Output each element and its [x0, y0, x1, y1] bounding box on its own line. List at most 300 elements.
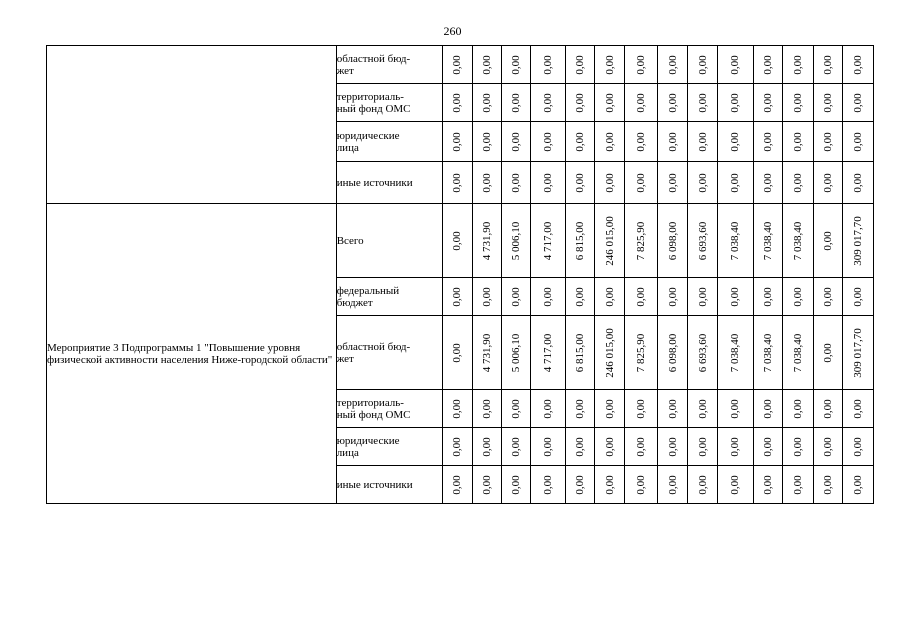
value-cell	[658, 278, 688, 316]
value-cell	[658, 204, 688, 278]
value-text: 0,00	[635, 172, 648, 193]
value-text: 4 717,00	[542, 333, 555, 372]
value-text: 0,00	[851, 474, 864, 495]
value-text: 0,00	[791, 436, 804, 457]
value-cell	[688, 84, 717, 122]
value-text: 7 825,90	[635, 333, 648, 372]
value-cell	[753, 204, 782, 278]
value-cell	[658, 162, 688, 204]
value-text: 0,00	[542, 172, 555, 193]
event-name-cell	[47, 46, 337, 204]
value-text: 6 098,00	[666, 333, 679, 372]
value-cell	[531, 84, 566, 122]
value-text: 0,00	[451, 54, 464, 75]
value-cell	[442, 466, 472, 504]
value-cell	[566, 204, 595, 278]
value-cell	[531, 316, 566, 390]
value-text: 0,00	[481, 172, 494, 193]
value-cell	[502, 316, 531, 390]
value-cell	[442, 122, 472, 162]
value-cell	[625, 316, 658, 390]
value-text: 0,00	[481, 92, 494, 113]
value-cell	[717, 162, 753, 204]
value-text: 7 825,90	[635, 221, 648, 260]
value-cell	[753, 428, 782, 466]
value-cell	[595, 390, 625, 428]
value-text: 7 038,40	[729, 221, 742, 260]
value-text: 4 717,00	[542, 221, 555, 260]
value-cell	[531, 122, 566, 162]
value-text: 0,00	[729, 474, 742, 495]
value-text: 0,00	[666, 436, 679, 457]
value-text: 0,00	[729, 131, 742, 152]
value-cell	[688, 278, 717, 316]
value-text: 0,00	[451, 474, 464, 495]
value-text: 7 038,40	[729, 333, 742, 372]
value-cell	[595, 204, 625, 278]
value-text: 0,00	[851, 436, 864, 457]
value-cell	[717, 390, 753, 428]
value-text: 0,00	[821, 436, 834, 457]
value-text: 0,00	[821, 54, 834, 75]
value-cell	[502, 46, 531, 84]
value-text: 0,00	[481, 131, 494, 152]
value-text: 0,00	[574, 131, 587, 152]
value-cell	[753, 278, 782, 316]
value-cell	[813, 46, 842, 84]
value-text: 0,00	[635, 54, 648, 75]
value-text: 0,00	[666, 474, 679, 495]
value-text: 0,00	[542, 131, 555, 152]
value-cell	[782, 316, 813, 390]
funding-source-cell	[336, 428, 442, 466]
page-number: 260	[443, 24, 462, 38]
value-text: 0,00	[821, 230, 834, 251]
value-text: 0,00	[821, 398, 834, 419]
value-text: 0,00	[635, 436, 648, 457]
value-text: 0,00	[851, 398, 864, 419]
value-text: 0,00	[729, 54, 742, 75]
value-text: 0,00	[451, 286, 464, 307]
value-text: 0,00	[729, 398, 742, 419]
value-cell	[566, 390, 595, 428]
value-cell	[813, 162, 842, 204]
value-text: 0,00	[574, 436, 587, 457]
value-cell	[531, 162, 566, 204]
value-cell	[717, 466, 753, 504]
value-cell	[842, 466, 873, 504]
value-text: 0,00	[696, 436, 709, 457]
value-cell	[688, 390, 717, 428]
value-cell	[625, 390, 658, 428]
value-text: 6 815,00	[574, 221, 587, 260]
value-cell	[842, 84, 873, 122]
value-text: 0,00	[451, 436, 464, 457]
value-text: 0,00	[603, 436, 616, 457]
value-text: 0,00	[451, 342, 464, 363]
value-text: 4 731,90	[481, 221, 494, 260]
value-cell	[688, 428, 717, 466]
value-text: 0,00	[696, 286, 709, 307]
value-cell	[625, 46, 658, 84]
value-text: 0,00	[821, 92, 834, 113]
value-cell	[566, 162, 595, 204]
value-text: 0,00	[635, 92, 648, 113]
value-cell	[782, 204, 813, 278]
value-text: 0,00	[481, 474, 494, 495]
value-text: 0,00	[696, 474, 709, 495]
value-text: 0,00	[851, 172, 864, 193]
funding-source-cell	[336, 466, 442, 504]
value-cell	[813, 84, 842, 122]
value-cell	[595, 278, 625, 316]
value-text: 0,00	[791, 131, 804, 152]
value-text: 0,00	[851, 54, 864, 75]
value-text: 5 006,10	[510, 333, 523, 372]
value-text: 0,00	[510, 131, 523, 152]
funding-source-cell	[336, 316, 442, 390]
funding-source-cell	[336, 122, 442, 162]
value-text: 0,00	[729, 436, 742, 457]
value-cell	[595, 466, 625, 504]
value-cell	[531, 278, 566, 316]
value-text: 0,00	[510, 398, 523, 419]
value-text: 5 006,10	[510, 221, 523, 260]
value-text: 0,00	[542, 398, 555, 419]
value-text: 309 017,70	[851, 215, 864, 266]
value-cell	[566, 278, 595, 316]
value-text: 0,00	[451, 172, 464, 193]
value-text: 7 038,40	[791, 333, 804, 372]
value-text: 0,00	[821, 131, 834, 152]
value-text: 0,00	[696, 131, 709, 152]
value-text: 246 015,00	[603, 327, 616, 378]
value-text: 0,00	[481, 54, 494, 75]
value-text: 0,00	[635, 286, 648, 307]
value-cell	[625, 428, 658, 466]
value-cell	[595, 162, 625, 204]
value-cell	[473, 46, 502, 84]
value-cell	[595, 316, 625, 390]
value-text: 7 038,40	[761, 221, 774, 260]
funding-source-label: территориаль- ный фонд ОМС	[336, 90, 411, 115]
value-cell	[688, 316, 717, 390]
funding-source-cell	[336, 278, 442, 316]
funding-source-label: иные источники	[336, 176, 413, 189]
value-cell	[625, 84, 658, 122]
value-text: 0,00	[603, 172, 616, 193]
value-cell	[753, 316, 782, 390]
value-text: 309 017,70	[851, 327, 864, 378]
funding-source-cell	[336, 204, 442, 278]
value-text: 4 731,90	[481, 333, 494, 372]
funding-source-cell	[336, 46, 442, 84]
value-text: 0,00	[451, 230, 464, 251]
value-cell	[625, 278, 658, 316]
value-cell	[502, 122, 531, 162]
value-cell	[531, 466, 566, 504]
value-cell	[502, 278, 531, 316]
value-cell	[658, 316, 688, 390]
value-cell	[595, 46, 625, 84]
value-cell	[502, 390, 531, 428]
value-cell	[782, 278, 813, 316]
value-cell	[625, 466, 658, 504]
value-cell	[473, 316, 502, 390]
value-text: 0,00	[696, 92, 709, 113]
value-cell	[782, 428, 813, 466]
value-text: 0,00	[481, 286, 494, 307]
value-text: 0,00	[851, 131, 864, 152]
value-text: 0,00	[574, 172, 587, 193]
value-text: 0,00	[510, 474, 523, 495]
value-text: 0,00	[574, 92, 587, 113]
value-text: 0,00	[666, 398, 679, 419]
value-text: 0,00	[666, 54, 679, 75]
value-cell	[842, 46, 873, 84]
value-cell	[442, 428, 472, 466]
value-cell	[595, 122, 625, 162]
value-cell	[782, 84, 813, 122]
value-text: 0,00	[603, 474, 616, 495]
value-cell	[842, 162, 873, 204]
value-text: 0,00	[510, 286, 523, 307]
funding-source-cell	[336, 84, 442, 122]
value-text: 246 015,00	[603, 215, 616, 266]
value-cell	[688, 204, 717, 278]
funding-source-label: федеральный бюджет	[336, 284, 400, 309]
value-cell	[842, 278, 873, 316]
value-cell	[717, 278, 753, 316]
value-text: 0,00	[451, 131, 464, 152]
table-row	[47, 46, 874, 84]
value-text: 0,00	[761, 286, 774, 307]
value-cell	[842, 204, 873, 278]
value-cell	[753, 84, 782, 122]
value-cell	[625, 162, 658, 204]
value-cell	[717, 316, 753, 390]
value-cell	[717, 46, 753, 84]
value-text: 0,00	[451, 92, 464, 113]
value-cell	[813, 466, 842, 504]
value-text: 0,00	[635, 131, 648, 152]
funding-source-cell	[336, 162, 442, 204]
value-cell	[442, 162, 472, 204]
value-cell	[566, 122, 595, 162]
value-text: 0,00	[821, 172, 834, 193]
value-text: 0,00	[761, 54, 774, 75]
value-cell	[566, 316, 595, 390]
value-text: 0,00	[603, 398, 616, 419]
value-text: 0,00	[791, 92, 804, 113]
value-text: 0,00	[510, 54, 523, 75]
value-text: 7 038,40	[761, 333, 774, 372]
value-cell	[753, 122, 782, 162]
funding-source-label: территориаль- ный фонд ОМС	[336, 396, 411, 421]
value-text: 0,00	[761, 172, 774, 193]
value-cell	[442, 278, 472, 316]
funding-source-label: иные источники	[336, 478, 413, 491]
value-cell	[502, 84, 531, 122]
funding-source-label: областной бюд- жет	[336, 52, 411, 77]
value-text: 0,00	[635, 398, 648, 419]
budget-table	[46, 45, 874, 504]
value-cell	[813, 204, 842, 278]
event-name-cell: Мероприятие 3 Подпрограммы 1 "Повышение уровня физической активности населения Ниже-городской области"	[47, 204, 337, 504]
value-text: 0,00	[481, 436, 494, 457]
value-cell	[473, 204, 502, 278]
value-cell	[782, 122, 813, 162]
value-text: 0,00	[542, 54, 555, 75]
value-cell	[753, 162, 782, 204]
value-cell	[625, 204, 658, 278]
value-cell	[566, 84, 595, 122]
value-cell	[782, 162, 813, 204]
value-text: 0,00	[821, 474, 834, 495]
value-cell	[753, 466, 782, 504]
value-text: 0,00	[603, 131, 616, 152]
value-text: 0,00	[791, 286, 804, 307]
value-text: 0,00	[761, 398, 774, 419]
value-cell	[813, 316, 842, 390]
value-cell	[717, 428, 753, 466]
funding-source-cell	[336, 390, 442, 428]
value-cell	[658, 390, 688, 428]
value-cell	[688, 466, 717, 504]
value-text: 0,00	[510, 92, 523, 113]
value-cell	[531, 390, 566, 428]
value-cell	[502, 466, 531, 504]
value-cell	[442, 46, 472, 84]
funding-source-label: Всего	[336, 234, 364, 247]
value-text: 0,00	[791, 474, 804, 495]
value-text: 0,00	[729, 286, 742, 307]
value-cell	[753, 390, 782, 428]
value-cell	[658, 46, 688, 84]
value-cell	[531, 204, 566, 278]
value-text: 0,00	[666, 172, 679, 193]
value-cell	[531, 46, 566, 84]
value-cell	[473, 390, 502, 428]
value-cell	[658, 466, 688, 504]
value-cell	[717, 122, 753, 162]
value-cell	[782, 46, 813, 84]
value-cell	[531, 428, 566, 466]
funding-source-label: юридические лица	[336, 434, 400, 459]
value-cell	[595, 428, 625, 466]
value-cell	[658, 122, 688, 162]
value-text: 0,00	[666, 131, 679, 152]
value-text: 0,00	[603, 92, 616, 113]
value-text: 0,00	[451, 398, 464, 419]
value-cell	[442, 390, 472, 428]
value-text: 0,00	[635, 474, 648, 495]
value-cell	[842, 390, 873, 428]
value-cell	[502, 204, 531, 278]
value-text: 0,00	[510, 436, 523, 457]
value-text: 0,00	[542, 286, 555, 307]
value-text: 0,00	[696, 172, 709, 193]
value-text: 0,00	[821, 342, 834, 363]
value-cell	[753, 46, 782, 84]
value-text: 0,00	[574, 286, 587, 307]
value-text: 0,00	[542, 92, 555, 113]
value-text: 0,00	[666, 286, 679, 307]
value-cell	[473, 162, 502, 204]
value-cell	[842, 122, 873, 162]
value-cell	[688, 122, 717, 162]
value-text: 0,00	[761, 92, 774, 113]
value-cell	[442, 316, 472, 390]
value-text: 0,00	[603, 54, 616, 75]
value-cell	[658, 428, 688, 466]
funding-source-label: областной бюд- жет	[336, 340, 411, 365]
funding-source-label: юридические лица	[336, 129, 400, 154]
value-cell	[782, 390, 813, 428]
value-cell	[813, 278, 842, 316]
value-text: 0,00	[761, 436, 774, 457]
value-text: 0,00	[761, 474, 774, 495]
value-text: 0,00	[791, 398, 804, 419]
value-cell	[473, 84, 502, 122]
value-cell	[566, 466, 595, 504]
value-text: 6 098,00	[666, 221, 679, 260]
value-text: 0,00	[603, 286, 616, 307]
value-cell	[842, 428, 873, 466]
value-cell	[566, 428, 595, 466]
value-text: 0,00	[574, 398, 587, 419]
value-text: 6 693,60	[696, 221, 709, 260]
value-cell	[442, 204, 472, 278]
value-cell	[782, 466, 813, 504]
value-text: 0,00	[791, 54, 804, 75]
value-text: 0,00	[729, 172, 742, 193]
value-cell	[717, 84, 753, 122]
value-text: 0,00	[574, 474, 587, 495]
value-text: 0,00	[851, 92, 864, 113]
value-cell	[625, 122, 658, 162]
value-cell	[473, 122, 502, 162]
value-cell	[688, 162, 717, 204]
value-cell	[813, 390, 842, 428]
value-text: 0,00	[666, 92, 679, 113]
value-cell	[502, 162, 531, 204]
value-cell	[473, 278, 502, 316]
value-text: 0,00	[729, 92, 742, 113]
value-cell	[813, 428, 842, 466]
value-cell	[813, 122, 842, 162]
value-text: 0,00	[510, 172, 523, 193]
value-text: 0,00	[696, 398, 709, 419]
value-cell	[595, 84, 625, 122]
value-text: 6 693,60	[696, 333, 709, 372]
value-cell	[842, 316, 873, 390]
value-text: 0,00	[542, 474, 555, 495]
value-text: 0,00	[761, 131, 774, 152]
value-text: 0,00	[791, 172, 804, 193]
value-text: 0,00	[821, 286, 834, 307]
value-text: 7 038,40	[791, 221, 804, 260]
value-cell	[658, 84, 688, 122]
value-cell	[442, 84, 472, 122]
table-row	[47, 204, 874, 278]
value-text: 0,00	[851, 286, 864, 307]
value-text: 0,00	[574, 54, 587, 75]
value-cell	[688, 46, 717, 84]
value-text: 0,00	[481, 398, 494, 419]
value-text: 0,00	[696, 54, 709, 75]
value-cell	[566, 46, 595, 84]
